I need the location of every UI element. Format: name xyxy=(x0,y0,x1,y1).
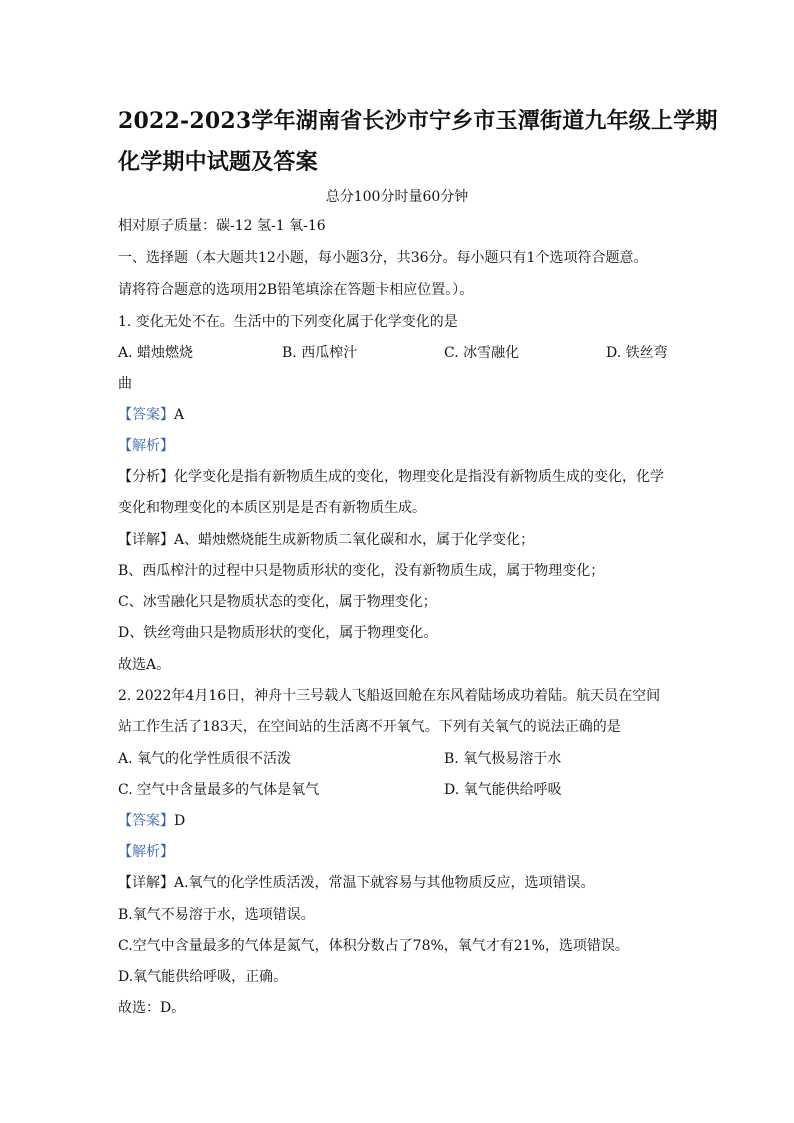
detail-text: A、蜡烛燃烧能生成新物质二氧化碳和水，属于化学变化； xyxy=(174,532,535,548)
question-2-stem-2: 站工作生活了183天，在空间站的生活离不开氧气。下列有关氧气的说法正确的是 xyxy=(118,719,621,735)
question-2-detail-c: C.空气中含量最多的气体是氮气，体积分数占了78%，氧气才有21%，选项错误。 xyxy=(118,938,629,954)
answer-value: D xyxy=(174,813,186,829)
exam-info: 总分100分时量60分钟 xyxy=(325,189,469,205)
question-2-option-d: D. 氧气能供给呼吸 xyxy=(444,782,562,798)
detail-text: A.氧气的化学性质活泼，常温下就容易与其他物质反应，选项错误。 xyxy=(174,875,595,891)
question-1-detail-b: B、西瓜榨汁的过程中只是物质形状的变化，没有新物质生成，属于物理变化； xyxy=(118,563,605,579)
detail-tag: 【详解】 xyxy=(118,875,174,891)
section-instructions-1: 一、选择题（本大题共12小题，每小题3分，共36分。每小题只有1个选项符合题意。 xyxy=(118,250,648,266)
document-title-line-2: 化学期中试题及答案 xyxy=(118,149,318,175)
question-2-detail-b: B.氧气不易溶于水，选项错误。 xyxy=(118,907,315,923)
fenxi-text: 化学变化是指有新物质生成的变化，物理变化是指没有新物质生成的变化，化学 xyxy=(174,469,664,485)
answer-tag: 【答案】 xyxy=(118,813,174,829)
answer-value: A xyxy=(174,407,185,423)
question-2-stem-1: 2. 2022年4月16日，神舟十三号载人飞船返回舱在东风着陆场成功着陆。航天员在空间 xyxy=(118,688,661,704)
document-title-line-1: 2022-2023学年湖南省长沙市宁乡市玉潭街道九年级上学期 xyxy=(118,108,718,134)
question-1-option-d: D. 铁丝弯 xyxy=(606,345,668,361)
question-1-detail-c: C、冰雪融化只是物质状态的变化，属于物理变化； xyxy=(118,594,437,610)
question-1-stem: 1. 变化无处不在。生活中的下列变化属于化学变化的是 xyxy=(118,314,458,330)
question-1-conclusion: 故选A。 xyxy=(118,657,171,673)
question-1-analysis-tag: 【解析】 xyxy=(118,438,174,454)
question-1-option-b: B. 西瓜榨汁 xyxy=(282,345,358,361)
section-instructions-2: 请将符合题意的选项用2B铅笔填涂在答题卡相应位置。）。 xyxy=(118,282,474,298)
question-2-option-c: C. 空气中含量最多的气体是氧气 xyxy=(118,782,320,798)
question-1-option-d-wrap: 曲 xyxy=(118,376,132,392)
atomic-mass-note: 相对原子质量：碳-12 氢-1 氧-16 xyxy=(118,218,326,234)
detail-tag: 【详解】 xyxy=(118,532,174,548)
question-2-detail-d: D.氧气能供给呼吸，正确。 xyxy=(118,969,288,985)
question-1-detail-a xyxy=(118,531,534,549)
question-2-answer xyxy=(118,812,185,830)
question-1-detail-d: D、铁丝弯曲只是物质形状的变化，属于物理变化。 xyxy=(118,625,438,641)
answer-tag: 【答案】 xyxy=(118,407,174,423)
question-1-fenxi-1 xyxy=(118,468,664,486)
question-2-option-b: B. 氧气极易溶于水 xyxy=(444,751,562,767)
fenxi-tag: 【分析】 xyxy=(118,469,174,485)
question-2-conclusion: 故选：D。 xyxy=(118,1000,186,1016)
question-1-answer xyxy=(118,406,184,424)
question-2-option-a: A. 氧气的化学性质很不活泼 xyxy=(118,751,292,767)
question-1-option-c: C. 冰雪融化 xyxy=(444,345,520,361)
question-1-option-a: A. 蜡烛燃烧 xyxy=(118,345,194,361)
question-2-detail-a xyxy=(118,874,595,892)
question-1-fenxi-2: 变化和物理变化的本质区别是是否有新物质生成。 xyxy=(118,500,426,516)
question-2-analysis-tag: 【解析】 xyxy=(118,844,174,860)
